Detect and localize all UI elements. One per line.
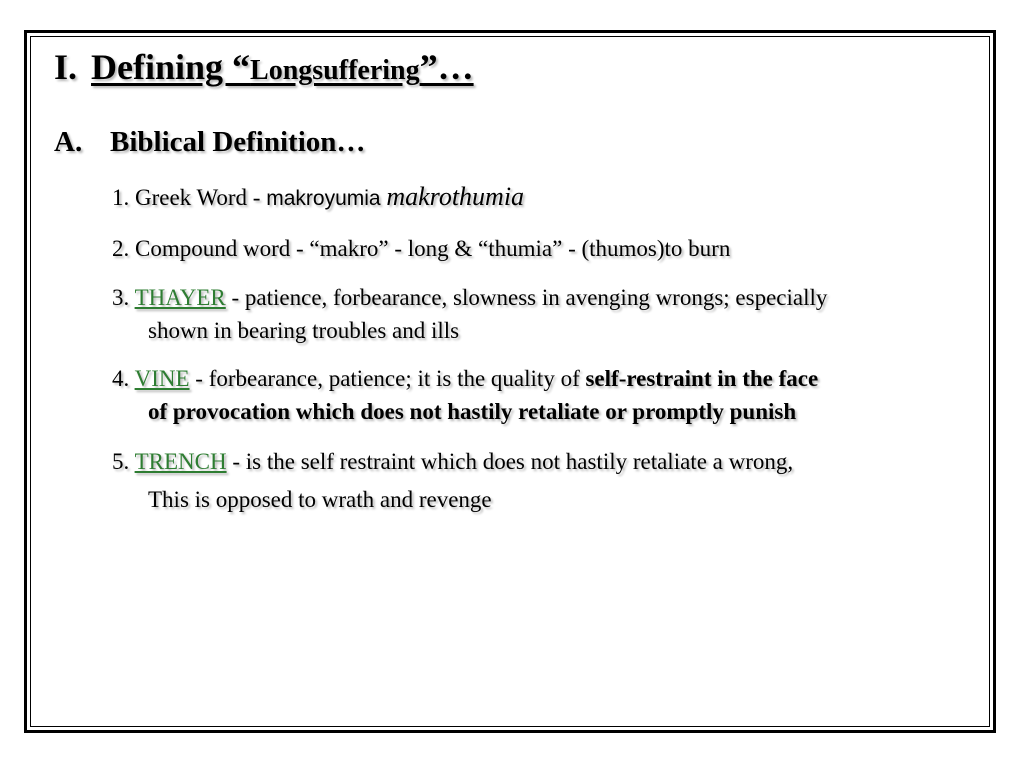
thayer-link[interactable]: THAYER: [134, 285, 226, 310]
item-1: [112, 182, 524, 212]
section-letter: A.: [54, 126, 83, 158]
item-3-number: 3.: [112, 285, 135, 310]
vine-link[interactable]: VINE: [134, 366, 190, 391]
slide-title: [54, 46, 474, 88]
section-heading-text: Biblical Definition…: [110, 126, 366, 158]
title-text: [91, 47, 474, 87]
item-3-text-cont: shown in bearing troubles and ills: [148, 318, 460, 343]
item-2-text: 2. Compound word - “makro” - long & “thumia” - (thumos)to burn: [112, 236, 731, 261]
title-text-before: Defining “: [91, 47, 251, 87]
title-number: I.: [54, 47, 78, 87]
title-text-after: ”…: [419, 47, 474, 87]
item-5-number: 5.: [112, 449, 135, 474]
item-4-text: - forbearance, patience; it is the quality of: [189, 366, 586, 391]
title-word: Longsuffering: [250, 55, 420, 86]
item-4-text-cont: of: [148, 399, 173, 424]
item-2: [112, 236, 730, 262]
item-1-greek: makroyumia: [266, 187, 381, 210]
item-4-bold-text-cont: provocation which does not hastily retaliate or promptly punish: [172, 399, 797, 424]
item-3-line-1: [112, 285, 827, 311]
item-5-text: - is the self restraint which does not hastily retaliate a wrong,: [226, 449, 794, 474]
item-3-text: - patience, forbearance, slowness in avenging wrongs; especially: [225, 285, 828, 310]
item-1-prefix: 1. Greek Word -: [112, 185, 267, 210]
item-4-number: 4.: [112, 366, 135, 391]
item-5-text-cont: This is opposed to wrath and revenge: [148, 487, 492, 512]
item-1-transliteration: makrothumia: [386, 182, 525, 211]
item-5-line-1: [112, 449, 793, 475]
item-4-line-2: [148, 399, 796, 425]
item-4-line-1: [112, 366, 818, 392]
item-3-line-2: [148, 318, 459, 344]
item-4-bold-text: self-restraint in the face: [585, 366, 819, 391]
trench-link[interactable]: TRENCH: [134, 449, 227, 474]
section-heading: [54, 126, 365, 159]
item-5-line-2: [148, 487, 492, 513]
